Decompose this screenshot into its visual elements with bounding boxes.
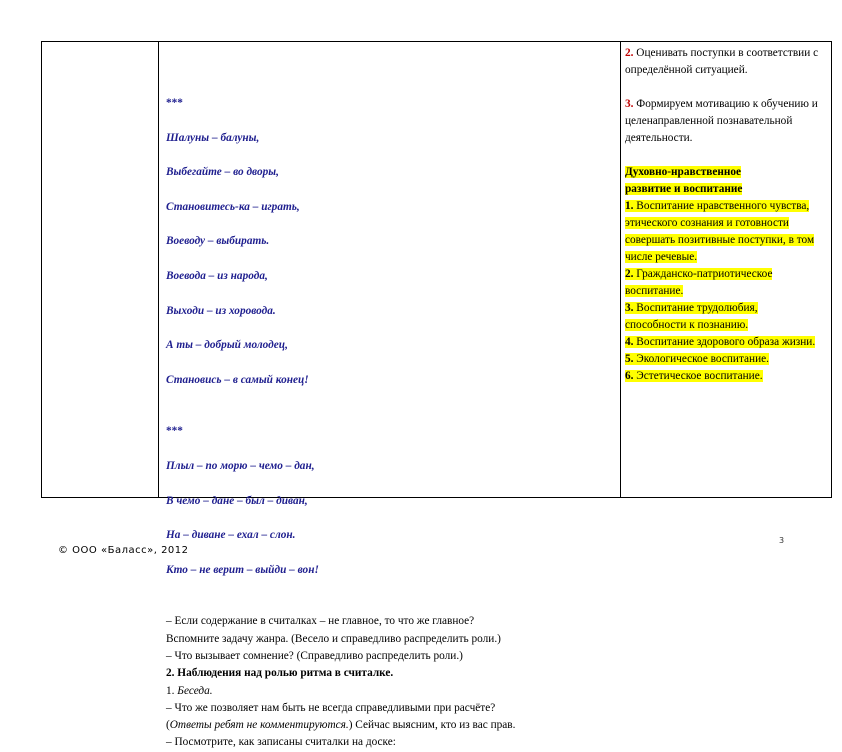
goal-number: 3. [625,98,634,110]
item-number: 2. [625,268,634,280]
italic-note: Ответы ребят не комментируются. [169,719,349,732]
verse-line: Выбегайте – во дворы, [166,166,279,179]
item-number: 4. [625,336,634,348]
upbringing-heading-wrap [625,164,773,198]
goal-item [625,96,832,147]
item-text: Воспитание трудолюбия, способности к познанию. [625,302,758,331]
verse-separator: *** [166,97,183,109]
upbringing-item [625,300,817,334]
copyright-footer: © ООО «Баласс», 2012 [58,545,189,556]
goal-text: Оценивать поступки в соответствии с определённой ситуацией. [625,47,819,76]
upbringing-item [625,368,825,385]
verse-line: Становись – в самый конец! [166,373,309,386]
subsection-number: 1. [166,684,178,697]
item-text: Воспитание нравственного чувства, этического сознания и готовности совершать позитивные поступки, в том числе речевые. [625,200,815,263]
lesson-content-cell [159,42,620,749]
question-text: – Если содержание в считалках – не главное, то что же главное? [166,615,475,628]
upbringing-item [625,198,817,266]
item-text: Гражданско-патриотическое воспитание. [625,268,773,297]
verse-line: Выходи – из хоровода. [166,304,276,317]
verse-line: Шалуны – балуны, [166,131,260,144]
subsection-heading [166,683,620,700]
item-number: 5. [625,353,634,365]
item-number: 6. [625,370,634,382]
item-number: 3. [625,302,634,314]
instruction-text [166,717,620,734]
instruction-text: – Посмотрите, как записаны считалки на доске: [166,736,396,749]
verse-line: Воевода – из народа, [166,269,268,282]
verse-1 [166,112,620,406]
page-number: 3 [779,536,785,545]
goal-number: 2. [625,47,634,59]
paren: ( [166,719,170,732]
upbringing-heading: Духовно-нравственное развитие и воспитание [625,166,743,195]
item-text: Экологическое воспитание. [633,353,769,365]
goal-item [625,45,832,79]
upbringing-item [625,266,817,300]
upbringing-item [625,334,825,351]
goal-text: Формируем мотивацию к обучению и целенаправленной познавательной деятельности. [625,98,818,144]
goals-cell [621,42,832,497]
verse-line: В чемо – дане – был – диван, [166,494,308,507]
verse-line: Плыл – по морю – чемо – дан, [166,459,315,472]
item-text: Воспитание здорового образа жизни. [633,336,816,348]
question-text: – Что же позволяет нам быть не всегда справедливыми при расчёте? [166,701,496,714]
section-heading: 2. Наблюдения над ролью ритма в считалке. [166,667,394,680]
verse-line: А ты – добрый молодец, [166,339,288,352]
subsection-title: Беседа. [177,684,213,697]
verse-separator: *** [166,425,183,438]
verse-line: Воеводу – выбирать. [166,235,270,248]
verse-line: На – диване – ехал – слон. [166,529,296,542]
verse-line: Становитесь-ка – играть, [166,200,300,213]
instruction-rest: ) Сейчас выясним, кто из вас прав. [348,719,516,732]
upbringing-item [625,351,825,368]
verse-line: Кто – не верит – выйди – вон! [166,563,319,576]
item-number: 1. [625,200,634,212]
question-text: – Что вызывает сомнение? (Справедливо распределить роли.) [166,649,463,662]
instruction-text: Вспомните задачу жанра. (Весело и справедливо распределить роли.) [166,632,501,645]
item-text: Эстетическое воспитание. [633,370,763,382]
verse-2 [166,441,620,597]
